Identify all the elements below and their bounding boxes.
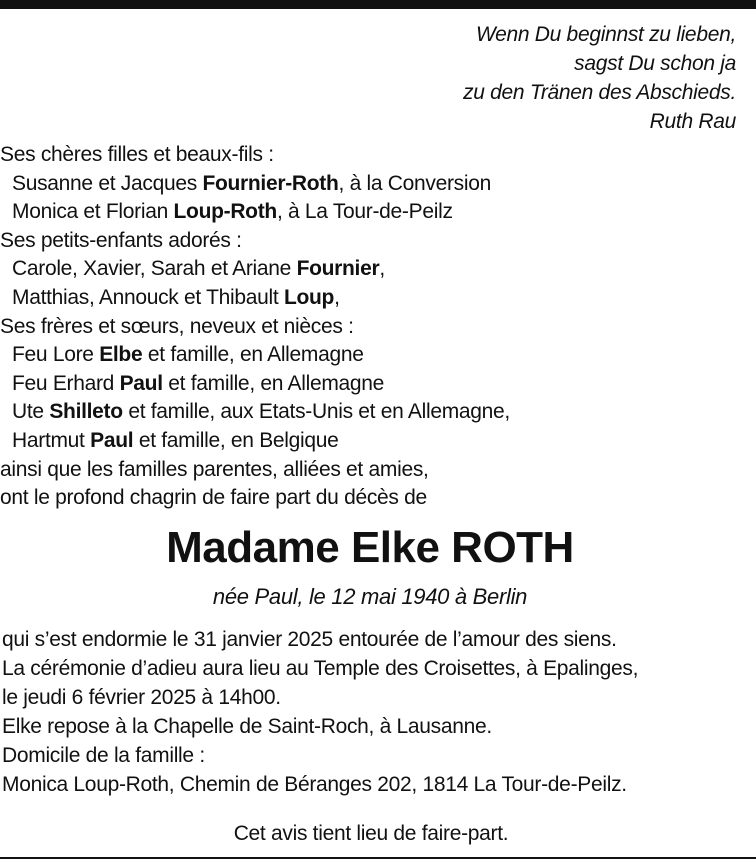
family-surname: Shilleto xyxy=(49,400,123,424)
daughters-heading: Ses chères filles et beaux-fils : xyxy=(0,143,274,166)
grandchildren-heading: Ses petits-enfants adorés : xyxy=(0,228,242,252)
family-surname: Loup-Roth xyxy=(173,200,277,224)
deceased-birth-info: née Paul, le 12 mai 1940 à Berlin xyxy=(212,584,528,609)
top-border-rule xyxy=(0,0,756,9)
family-member-line: Feu Erhard Paul et famille, en Allemagne xyxy=(12,371,385,395)
deceased-name: Madame Elke ROTH xyxy=(166,523,574,572)
family-member-line: Monica et Florian Loup-Roth, à La Tour-de-Peilz xyxy=(12,200,453,224)
details-line: Elke repose à la Chapelle de Saint-Roch, à Lausanne. xyxy=(2,715,492,738)
family-surname: Paul xyxy=(119,371,163,395)
poem-line: sagst Du schon ja xyxy=(574,52,736,75)
family-surname: Elbe xyxy=(99,343,143,367)
family-list xyxy=(0,141,510,513)
family-member-line: Susanne et Jacques Fournier-Roth, à la Conversion xyxy=(12,171,491,195)
details-line: qui s’est endormie le 31 janvier 2025 entourée de l’amour des siens. xyxy=(2,628,617,651)
poem-line: zu den Tränen des Abschieds. xyxy=(463,81,736,104)
family-surname: Paul xyxy=(90,428,134,452)
family-member-line: Ute Shilleto et famille, aux Etats-Unis et en Allemagne, xyxy=(12,400,510,424)
announcement-line: ont le profond chagrin de faire part du décès de xyxy=(0,486,427,510)
details-line: Monica Loup-Roth, Chemin de Béranges 202, 1814 La Tour-de-Peilz. xyxy=(2,773,627,796)
siblings-heading: Ses frères et sœurs, neveux et nièces : xyxy=(0,314,354,338)
ceremony-details xyxy=(2,625,638,799)
details-line: le jeudi 6 février 2025 à 14h00. xyxy=(2,686,281,709)
details-line: La cérémonie d’adieu aura lieu au Temple des Croisettes, à Epalinges, xyxy=(2,657,639,680)
details-line: Domicile de la famille : xyxy=(2,744,205,767)
family-member-line: Matthias, Annouck et Thibault Loup, xyxy=(12,285,340,309)
family-member-line: Carole, Xavier, Sarah et Ariane Fournier, xyxy=(12,257,385,281)
family-surname: Fournier-Roth xyxy=(202,171,339,195)
bottom-border-rule xyxy=(0,857,756,859)
closing-note: Cet avis tient lieu de faire-part. xyxy=(233,822,509,845)
relatives-line: ainsi que les familles parentes, alliées et amies, xyxy=(0,457,429,481)
family-surname: Loup xyxy=(283,285,335,309)
family-member-line: Feu Lore Elbe et famille, en Allemagne xyxy=(12,343,364,367)
family-member-line: Hartmut Paul et famille, en Belgique xyxy=(12,428,339,452)
poem-author: Ruth Rau xyxy=(649,110,736,133)
poem-line: Wenn Du beginnst zu lieben, xyxy=(475,23,736,46)
family-surname: Fournier xyxy=(296,257,380,281)
epigraph-poem xyxy=(463,20,736,136)
